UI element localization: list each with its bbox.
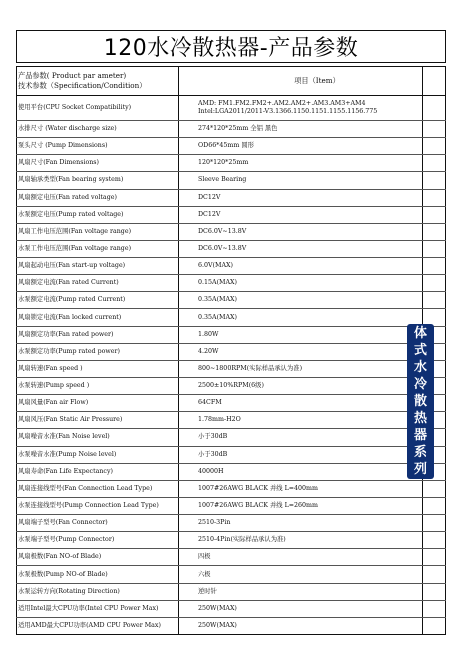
- table-row: [16, 155, 446, 172]
- value-text: 0.35A(MAX): [198, 296, 237, 304]
- value-text: 1.80W: [198, 330, 219, 338]
- value-cell: [198, 344, 436, 360]
- value-cell: [198, 275, 436, 291]
- table-row: [16, 292, 446, 309]
- value-cell: [198, 481, 436, 497]
- param-cell: 水泵噪音水准(Pump Noise level): [18, 450, 117, 458]
- param-cell: 适用Intel最大CPU功率(Intel CPU Power Max): [18, 604, 159, 612]
- param-cell: 水泵极数(Pump NO-of Blade): [18, 570, 108, 578]
- param-cell: 水泵转速(Pump speed ): [18, 382, 90, 390]
- value-text: 64CFM: [198, 399, 222, 407]
- param-cell: 风扇风压(Fan Static Air Pressure): [18, 416, 123, 424]
- value-cell: [198, 361, 436, 377]
- value-text: 250W(MAX): [198, 622, 237, 630]
- side-tab-char: 散: [413, 394, 427, 409]
- param-cell: 风扇额定电压(Fan rated voltage): [18, 193, 117, 201]
- param-cell: 风扇轴承类型(Fan bearing system): [18, 176, 124, 184]
- value-cell: [198, 618, 436, 635]
- value-text: 小于30dB: [198, 433, 228, 441]
- param-cell: 水泵工作电压范围(Fan voltage range): [18, 244, 132, 252]
- value-cell: [198, 532, 436, 548]
- side-tab-char: 热: [413, 411, 427, 426]
- param-cell: 水泵连接线型号(Pump Connection Lead Type): [18, 501, 159, 509]
- table-row: [16, 138, 446, 155]
- param-cell: 风扇起动电压(Fan start-up voltage): [18, 262, 126, 270]
- value-cell: [198, 241, 436, 257]
- value-text: DC6.0V~13.8V: [198, 227, 247, 235]
- param-cell: 风扇风量(Fan air Flow): [18, 399, 89, 407]
- value-cell: [198, 155, 436, 171]
- table-row: [16, 584, 446, 601]
- value-cell: [198, 207, 436, 223]
- param-cell: 风扇寿命(Fan Life Expectancy): [18, 467, 113, 475]
- table-row: [16, 361, 446, 378]
- value-text: 四极: [198, 553, 211, 561]
- table-row: [16, 172, 446, 189]
- value-cell: [198, 515, 436, 531]
- value-text: DC12V: [198, 210, 221, 218]
- param-cell: 水泵额定功率(Pump rated power): [18, 347, 120, 355]
- value-text: 274*120*25mm 全铝 黑色: [198, 125, 278, 133]
- value-text: 2510-4Pin(实际样品承认为准): [198, 536, 286, 544]
- side-tab-char: 器: [413, 428, 427, 443]
- value-cell: [198, 309, 436, 325]
- value-text: 1007#26AWG BLACK 并线 L=400mm: [198, 484, 319, 492]
- value-text: 小于30dB: [198, 450, 228, 458]
- value-cell: [198, 224, 436, 240]
- value-cell: [198, 327, 436, 343]
- param-cell: 风扇转速(Fan speed ): [18, 364, 83, 372]
- table-header-row: [16, 66, 446, 96]
- value-text: 1.78mm-H2O: [198, 416, 241, 424]
- value-cell: [198, 429, 436, 445]
- param-cell: 风扇端子型号(Fan Connector): [18, 519, 108, 527]
- table-row: [16, 344, 446, 361]
- header-param-cell: [18, 66, 178, 95]
- value-cell: [198, 395, 436, 411]
- value-cell: [198, 138, 436, 154]
- table-row: [16, 549, 446, 566]
- value-cell: [198, 258, 436, 274]
- value-text: 0.15A(MAX): [198, 279, 237, 287]
- side-tab-char: 水: [413, 360, 427, 375]
- value-text: Sleeve Bearing: [198, 176, 247, 184]
- table-row: [16, 378, 446, 395]
- table-row: [16, 618, 446, 635]
- table-row: [16, 429, 446, 446]
- value-text: 0.35A(MAX): [198, 313, 237, 321]
- param-cell: 风扇连接线型号(Fan Connection Lead Type): [18, 484, 153, 492]
- value-cell: [198, 190, 436, 206]
- value-text: AMD: FM1.FM2.FM2+.AM2.AM2+.AM3.AM3+AM4: [198, 100, 366, 107]
- value-cell: [198, 447, 436, 463]
- value-cell: [198, 549, 436, 565]
- value-cell: [198, 121, 436, 137]
- value-text: Intel:LGA2011/2011-V3.1366.1150.1151.1155.1156.775: [198, 108, 378, 115]
- side-tab-char: 冷: [413, 377, 427, 392]
- value-text: 40000H: [198, 467, 224, 475]
- side-tab-char: 列: [413, 462, 427, 477]
- side-tab-char: 系: [413, 445, 427, 460]
- value-text: 800~1800RPM(实际样品承认为准): [198, 364, 303, 372]
- value-text: 6.0V(MAX): [198, 262, 233, 270]
- param-cell: 水泵端子型号(Pump Connector): [18, 536, 115, 544]
- param-cell: 风扇锁定电流(Fan locked current): [18, 313, 122, 321]
- table-row: [16, 258, 446, 275]
- table-row: [16, 412, 446, 429]
- value-text: 250W(MAX): [198, 604, 237, 612]
- value-cell: [198, 292, 436, 308]
- value-text: 120*120*25mm: [198, 159, 249, 167]
- value-text: 4.20W: [198, 347, 219, 355]
- param-cell: 水排尺寸 (Water discharge size): [18, 125, 117, 133]
- side-tab-char: 体: [413, 326, 427, 341]
- param-cell: 适用AMD最大CPU功率(AMD CPU Power Max): [18, 622, 161, 630]
- param-cell: 水泵额定电压(Pump rated voltage): [18, 210, 124, 218]
- value-cell: [198, 378, 436, 394]
- table-row: [16, 190, 446, 207]
- value-cell: [198, 172, 436, 188]
- value-text: DC12V: [198, 193, 221, 201]
- series-side-tab: [407, 324, 434, 479]
- value-cell: [198, 412, 436, 428]
- value-text: 2510-3Pin: [198, 519, 231, 527]
- table-row: [16, 395, 446, 412]
- param-cell: 水泵运转方向(Rotating Direction): [18, 587, 120, 595]
- table-row: [16, 481, 446, 498]
- table-row: [16, 532, 446, 549]
- table-row: [16, 447, 446, 464]
- table-row: [16, 309, 446, 326]
- value-text: 六极: [198, 570, 211, 578]
- header-item-cell: [198, 66, 436, 95]
- table-row: [16, 207, 446, 224]
- param-cell: 风扇尺寸(Fan Dimensions): [18, 159, 99, 167]
- table-row: [16, 121, 446, 138]
- value-cell: [198, 498, 436, 514]
- header-item-label: 项目（Item）: [294, 75, 340, 85]
- value-cell: [198, 96, 436, 120]
- table-row: [16, 241, 446, 258]
- value-text: 2500±10%RPM(6级): [198, 382, 264, 390]
- side-tab-char: 式: [413, 343, 427, 358]
- table-row: [16, 464, 446, 481]
- header-param-label: 产品参数( Product par ameter): [18, 70, 127, 80]
- table-row: [16, 96, 446, 121]
- param-cell: 风扇工作电压范围(Fan voltage range): [18, 227, 132, 235]
- value-text: DC6.0V~13.8V: [198, 244, 247, 252]
- param-cell: 泵头尺寸 (Pump Dimensions): [18, 142, 108, 150]
- value-cell: [198, 584, 436, 600]
- param-cell: 风扇额定功率(Fan rated power): [18, 330, 114, 338]
- table-row: [16, 224, 446, 241]
- value-text: 1007#26AWG BLACK 并线 L=260mm: [198, 501, 319, 509]
- table-row: [16, 566, 446, 583]
- table-row: [16, 275, 446, 292]
- table-row: [16, 327, 446, 344]
- header-spec-label: 技术参数（Specification/Condition）: [18, 80, 147, 90]
- value-cell: [198, 601, 436, 617]
- param-cell: 风扇额定电流(Fan rated Current): [18, 279, 119, 287]
- param-cell: 使用平台(CPU Socket Compatibility): [18, 104, 132, 111]
- value-cell: [198, 464, 436, 480]
- param-cell: 风扇噪音水准(Fan Noise level): [18, 433, 110, 441]
- page-title: 120水冷散热器-产品参数: [16, 30, 446, 63]
- param-cell: 风扇极数(Fan NO-of Blade): [18, 553, 102, 561]
- value-text: OD66*45mm 圆形: [198, 142, 254, 150]
- value-text: 逆时针: [198, 587, 217, 595]
- value-cell: [198, 566, 436, 582]
- param-cell: 水泵额定电流(Pump rated Current): [18, 296, 126, 304]
- table-row: [16, 498, 446, 515]
- table-row: [16, 515, 446, 532]
- table-row: [16, 601, 446, 618]
